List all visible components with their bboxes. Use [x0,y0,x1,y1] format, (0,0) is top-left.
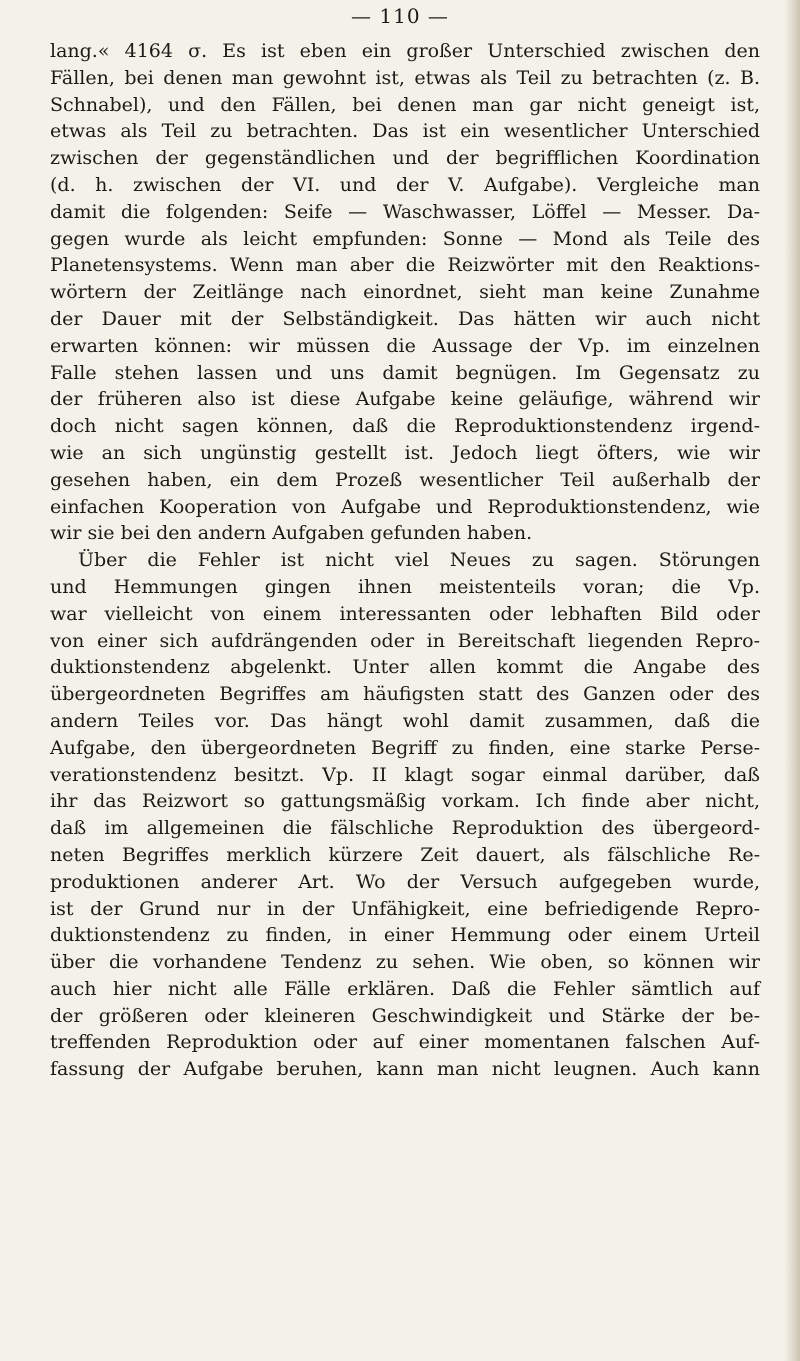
page-edge-shadow [784,0,800,1361]
text-line: doch nicht sagen können, daß die Reproduktionstendenz irgend- [50,415,760,438]
text-line: gegen wurde als leicht empfunden: Sonne — Mond als Teile des [50,227,760,250]
text-line: ist der Grund nur in der Unfähigkeit, eine befriedigende Repro- [50,897,760,920]
text-line: treffenden Reproduktion oder auf einer momentanen falschen Auf- [50,1031,760,1054]
text-line: war vielleicht von einem interessanten oder lebhaften Bild oder [50,602,760,625]
text-line: verationstendenz besitzt. Vp. II klagt sogar einmal darüber, daß [50,763,760,786]
body-text [50,38,760,1083]
text-line: ihr das Reizwort so gattungsmäßig vorkam. Ich finde aber nicht, [50,790,760,813]
text-line: und Hemmungen gingen ihnen meistenteils voran; die Vp. [50,575,760,598]
text-line: duktionstendenz abgelenkt. Unter allen kommt die Angabe des [50,656,760,679]
text-line: wie an sich ungünstig gestellt ist. Jedoch liegt öfters, wie wir [50,441,760,464]
paragraph-start-line: Über die Fehler ist nicht viel Neues zu sagen. Störungen [78,549,760,572]
page-number: — 110 — [351,4,449,28]
text-line: fassung der Aufgabe beruhen, kann man nicht leugnen. Auch kann [50,1058,760,1081]
text-line: über die vorhandene Tendenz zu sehen. Wie oben, so können wir [50,951,760,974]
text-line: damit die folgenden: Seife — Waschwasser, Löffel — Messer. Da- [50,200,760,223]
text-line: einfachen Kooperation von Aufgabe und Reproduktionstendenz, wie [50,495,760,518]
text-line: zwischen der gegenständlichen und der begrifflichen Koordination [50,147,760,170]
text-line: auch hier nicht alle Fälle erklären. Daß die Fehler sämtlich auf [50,977,760,1000]
text-line: Planetensystems. Wenn man aber die Reizwörter mit den Reaktions- [50,254,760,277]
text-line: andern Teiles vor. Das hängt wohl damit zusammen, daß die [50,709,760,732]
text-line: neten Begriffes merklich kürzere Zeit dauert, als fälschliche Re- [50,843,760,866]
text-line: lang.« 4164 σ. Es ist eben ein großer Unterschied zwischen den [50,40,760,62]
text-line: (d. h. zwischen der VI. und der V. Aufgabe). Vergleiche man [50,173,760,196]
text-line: gesehen haben, ein dem Prozeß wesentlicher Teil außerhalb der [50,468,760,491]
text-line: von einer sich aufdrängenden oder in Bereitschaft liegenden Repro- [50,629,760,652]
text-line: daß im allgemeinen die fälschliche Reproduktion des übergeord- [50,817,760,840]
text-line: Aufgabe, den übergeordneten Begriff zu finden, eine starke Perse- [50,736,760,759]
text-line: etwas als Teil zu betrachten. Das ist ein wesentlicher Unterschied [50,120,760,143]
text-line: der früheren also ist diese Aufgabe keine geläufige, während wir [50,388,760,411]
text-line: Schnabel), und den Fällen, bei denen man gar nicht geneigt ist, [50,93,760,116]
text-line: Falle stehen lassen und uns damit begnügen. Im Gegensatz zu [50,361,760,384]
text-line: produktionen anderer Art. Wo der Versuch aufgegeben wurde, [50,870,760,893]
text-line: duktionstendenz zu finden, in einer Hemmung oder einem Urteil [50,924,760,947]
text-line: Fällen, bei denen man gewohnt ist, etwas als Teil zu betrachten (z. B. [50,66,760,89]
text-line: erwarten können: wir müssen die Aussage der Vp. im einzelnen [50,334,760,357]
text-line: übergeordneten Begriffes am häufigsten statt des Ganzen oder des [50,683,760,706]
text-line: der Dauer mit der Selbständigkeit. Das hätten wir auch nicht [50,307,760,330]
text-line: der größeren oder kleineren Geschwindigkeit und Stärke der be- [50,1004,760,1027]
text-line: wörtern der Zeitlänge nach einordnet, sieht man keine Zunahme [50,281,760,304]
paragraph-end-line: wir sie bei den andern Aufgaben gefunden haben. [50,522,533,545]
